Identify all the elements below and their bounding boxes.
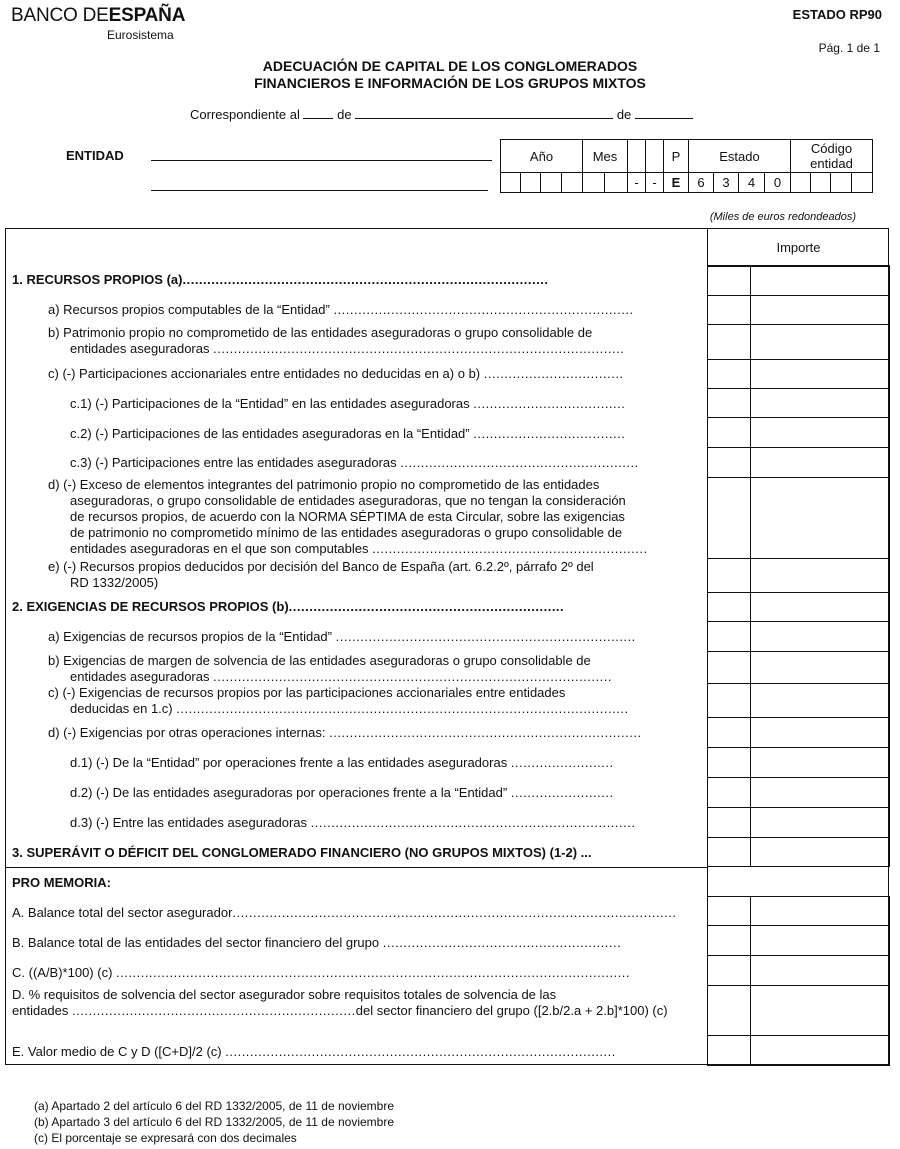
logo-subtitle: Eurosistema: [107, 28, 174, 42]
title-line-2: FINANCIEROS E INFORMACIÓN DE LOS GRUPOS MIXTOS: [254, 75, 646, 91]
anio-digit-2[interactable]: [521, 173, 541, 193]
importe-code-r1e[interactable]: [707, 558, 751, 593]
entidad-label: ENTIDAD: [66, 148, 124, 163]
row-pmD-line-1: D. % requisitos de solvencia del sector asegurador sobre requisitos totales de solvencia de las: [12, 987, 557, 1002]
code-grid: [500, 139, 873, 193]
period-prefix: Correspondiente al: [190, 107, 300, 122]
importe-value-pmE[interactable]: [750, 1035, 890, 1066]
code-dash-2: -: [646, 173, 664, 193]
importe-code-r1b[interactable]: [707, 324, 751, 360]
row-1e-line-2: RD 1332/2005): [70, 575, 159, 590]
row-1b: [48, 325, 624, 357]
year-field[interactable]: [635, 108, 693, 119]
codigo-digit-1[interactable]: [791, 173, 811, 193]
anio-digit-4[interactable]: [562, 173, 583, 193]
form-code: ESTADO RP90: [792, 7, 882, 22]
importe-value-pmD[interactable]: [750, 985, 890, 1036]
importe-value-r1b[interactable]: [750, 324, 890, 360]
estado-digit-2: 3: [714, 173, 739, 193]
mes-digit-2[interactable]: [605, 173, 628, 193]
row-2d2: d.2) (-) De las entidades aseguradoras por operaciones frente a la “Entidad” .........................: [70, 785, 614, 800]
row-2d3: d.3) (-) Entre las entidades aseguradoras ...............................................................................: [70, 815, 636, 830]
logo-bold: ESPAÑA: [108, 5, 186, 26]
row-1d-line-2: aseguradoras, o grupo consolidable de entidades aseguradoras, que no tengan la consideración: [70, 493, 626, 508]
importe-code-pmE[interactable]: [707, 1035, 751, 1066]
importe-value-pmC[interactable]: [750, 955, 890, 986]
row-pmA: A. Balance total del sector asegurador............................................................................................................: [12, 905, 677, 920]
importe-code-r2[interactable]: [707, 592, 751, 622]
row-2a: a) Exigencias de recursos propios de la “Entidad” .........................................................................: [48, 629, 636, 644]
importe-value-r1e[interactable]: [750, 558, 890, 593]
row-1d-line-3: de recursos propios, de acuerdo con la NORMA SÉPTIMA de esta Circular, sobre las exigencias: [70, 509, 625, 524]
estado-header: Estado: [689, 140, 791, 173]
importe-value-r2d3[interactable]: [750, 807, 890, 838]
codigo-header: [791, 140, 873, 173]
importe-code-r2c[interactable]: [707, 683, 751, 718]
row-1d-line-4: de patrimonio no comprometido mínimo de las entidades aseguradoras o grupo consolidable de: [70, 525, 623, 540]
row-2c-line-2: deducidas en 1.c) ..............................................................................................................: [70, 701, 629, 716]
importe-header: Importe: [707, 229, 890, 266]
row-1b-line-1: b) Patrimonio propio no comprometido de las entidades aseguradoras o grupo consolidable de: [48, 325, 593, 340]
importe-value-r3[interactable]: [750, 837, 890, 867]
importe-value-r1c1[interactable]: [750, 388, 890, 418]
importe-code-r1c3[interactable]: [707, 447, 751, 478]
importe-value-r2d[interactable]: [750, 717, 890, 748]
title-line-1: ADECUACIÓN DE CAPITAL DE LOS CONGLOMERADOS: [262, 58, 638, 74]
importe-code-r2b[interactable]: [707, 651, 751, 684]
logo: [11, 5, 185, 27]
row-2c: [48, 685, 629, 717]
footnote-c: (c) El porcentaje se expresará con dos decimales: [34, 1131, 297, 1145]
row-pmC: C. ((A/B)*100) (c) .............................................................................................................................: [12, 965, 631, 980]
period-de-1: de: [337, 107, 352, 122]
codigo-digit-4[interactable]: [852, 173, 873, 193]
importe-code-pmB[interactable]: [707, 925, 751, 956]
importe-value-pmA[interactable]: [750, 896, 890, 926]
row-1c: c) (-) Participaciones accionariales entre entidades no deducidas en a) o b) ..................................: [48, 366, 624, 381]
importe-code-r1[interactable]: [707, 266, 751, 296]
row-1e-line-1: e) (-) Recursos propios deducidos por decisión del Banco de España (art. 6.2.2º, párrafo 2º del: [48, 559, 594, 574]
row-2b-line-2: entidades aseguradoras .................................................................................................: [70, 669, 612, 684]
importe-code-r2d3[interactable]: [707, 807, 751, 838]
importe-value-r1[interactable]: [750, 266, 890, 296]
importe-code-pmC[interactable]: [707, 955, 751, 986]
mes-header: Mes: [583, 140, 628, 173]
row-1a: a) Recursos propios computables de la “Entidad” .........................................................................: [48, 302, 634, 317]
code-dash-1: -: [628, 173, 646, 193]
period-line: [190, 107, 693, 122]
importe-value-r1a[interactable]: [750, 295, 890, 325]
row-2b-line-1: b) Exigencias de margen de solvencia de las entidades aseguradoras o grupo consolidable de: [48, 653, 591, 668]
logo-prefix: BANCO DE: [11, 5, 109, 26]
estado-digit-1: 6: [689, 173, 714, 193]
anio-header: Año: [501, 140, 583, 173]
row-pro-memoria: PRO MEMORIA:: [12, 875, 111, 890]
anio-digit-3[interactable]: [541, 173, 562, 193]
row-2d1: d.1) (-) De la “Entidad” por operaciones frente a las entidades aseguradoras .........................: [70, 755, 614, 770]
codigo-header-text: Código entidad: [810, 141, 853, 171]
row-pmE: E. Valor medio de C y D ([C+D]/2 (c) ...............................................................................................: [12, 1044, 616, 1059]
row-pmD: [12, 987, 668, 1019]
row-1e: [48, 559, 594, 591]
importe-code-pmA[interactable]: [707, 896, 751, 926]
importe-code-r2d2[interactable]: [707, 777, 751, 808]
page-title: [0, 58, 900, 92]
estado-digit-4: 0: [765, 173, 791, 193]
importe-value-r1c3[interactable]: [750, 447, 890, 478]
row-recursos-propios: 1. RECURSOS PROPIOS (a).........................................................................................: [12, 272, 549, 287]
importe-code-pmD[interactable]: [707, 985, 751, 1036]
page-number: Pág. 1 de 1: [818, 41, 880, 55]
month-field[interactable]: [355, 108, 613, 119]
importe-code-r2d[interactable]: [707, 717, 751, 748]
row-1b-line-2: entidades aseguradoras ....................................................................................................: [70, 341, 625, 356]
importe-value-r1c2[interactable]: [750, 417, 890, 448]
importe-value-r1d[interactable]: [750, 477, 890, 559]
row-2c-line-1: c) (-) Exigencias de recursos propios por las participaciones accionariales entre entidades: [48, 685, 566, 700]
importe-value-r2[interactable]: [750, 592, 890, 622]
codigo-digit-3[interactable]: [831, 173, 852, 193]
footnote-b: (b) Apartado 3 del artículo 6 del RD 1332/2005, de 11 de noviembre: [34, 1115, 395, 1129]
estado-digit-3: 4: [739, 173, 765, 193]
importe-value-pmB[interactable]: [750, 925, 890, 956]
importe-code-r3[interactable]: [707, 837, 751, 867]
importe-value-r2d1[interactable]: [750, 747, 890, 778]
day-field[interactable]: [303, 108, 333, 119]
code-e: E: [664, 173, 689, 193]
row-exigencias: 2. EXIGENCIAS DE RECURSOS PROPIOS (b)...................................................................: [12, 599, 565, 614]
importe-code-r2d1[interactable]: [707, 747, 751, 778]
row-superavit: 3. SUPERÁVIT O DÉFICIT DEL CONGLOMERADO FINANCIERO (NO GRUPOS MIXTOS) (1-2) ...: [12, 845, 592, 860]
p-header: P: [664, 140, 689, 173]
row-1c3: c.3) (-) Participaciones entre las entidades aseguradoras ..........................................................: [70, 455, 639, 470]
importe-value-r2a[interactable]: [750, 621, 890, 652]
importe-code-r1d[interactable]: [707, 477, 751, 559]
row-1c2: c.2) (-) Participaciones de las entidades aseguradoras en la “Entidad” .....................................: [70, 426, 626, 441]
main-table: [5, 228, 889, 1065]
row-pmD-line-2: entidades .....................................................................del sector financiero del grupo ([2.b/2.a + 2.b]*100) (c): [12, 1003, 668, 1018]
units-note: (Miles de euros redondeados): [709, 211, 856, 223]
period-de-2: de: [616, 107, 632, 122]
row-pmB: B. Balance total de las entidades del sector financiero del grupo ..........................................................: [12, 935, 622, 950]
importe-code-r1c[interactable]: [707, 359, 751, 389]
importe-value-r2b[interactable]: [750, 651, 890, 684]
importe-value-r1c[interactable]: [750, 359, 890, 389]
importe-value-r2d2[interactable]: [750, 777, 890, 808]
row-1d-line-1: d) (-) Exceso de elementos integrantes del patrimonio propio no comprometido de las entidades: [48, 477, 600, 492]
row-2d: d) (-) Exigencias por otras operaciones internas: ............................................................................: [48, 725, 642, 740]
row-1c1: c.1) (-) Participaciones de la “Entidad” en las entidades aseguradoras .....................................: [70, 396, 626, 411]
importe-code-r2a[interactable]: [707, 621, 751, 652]
pro-memoria-divider: [6, 867, 707, 868]
anio-digit-1[interactable]: [501, 173, 521, 193]
importe-code-r1c1[interactable]: [707, 388, 751, 418]
row-1d: [48, 477, 696, 557]
footnote-a: (a) Apartado 2 del artículo 6 del RD 1332/2005, de 11 de noviembre: [34, 1099, 395, 1113]
mes-digit-1[interactable]: [583, 173, 605, 193]
importe-code-r1c2[interactable]: [707, 417, 751, 448]
entidad-name-field-1[interactable]: [151, 160, 492, 161]
importe-code-r1a[interactable]: [707, 295, 751, 325]
row-1d-line-5: entidades aseguradoras en el que son computables ...................................................................: [70, 541, 648, 556]
entidad-name-field-2[interactable]: [151, 190, 488, 191]
row-2b: [48, 653, 612, 685]
codigo-digit-2[interactable]: [811, 173, 831, 193]
importe-value-r2c[interactable]: [750, 683, 890, 718]
